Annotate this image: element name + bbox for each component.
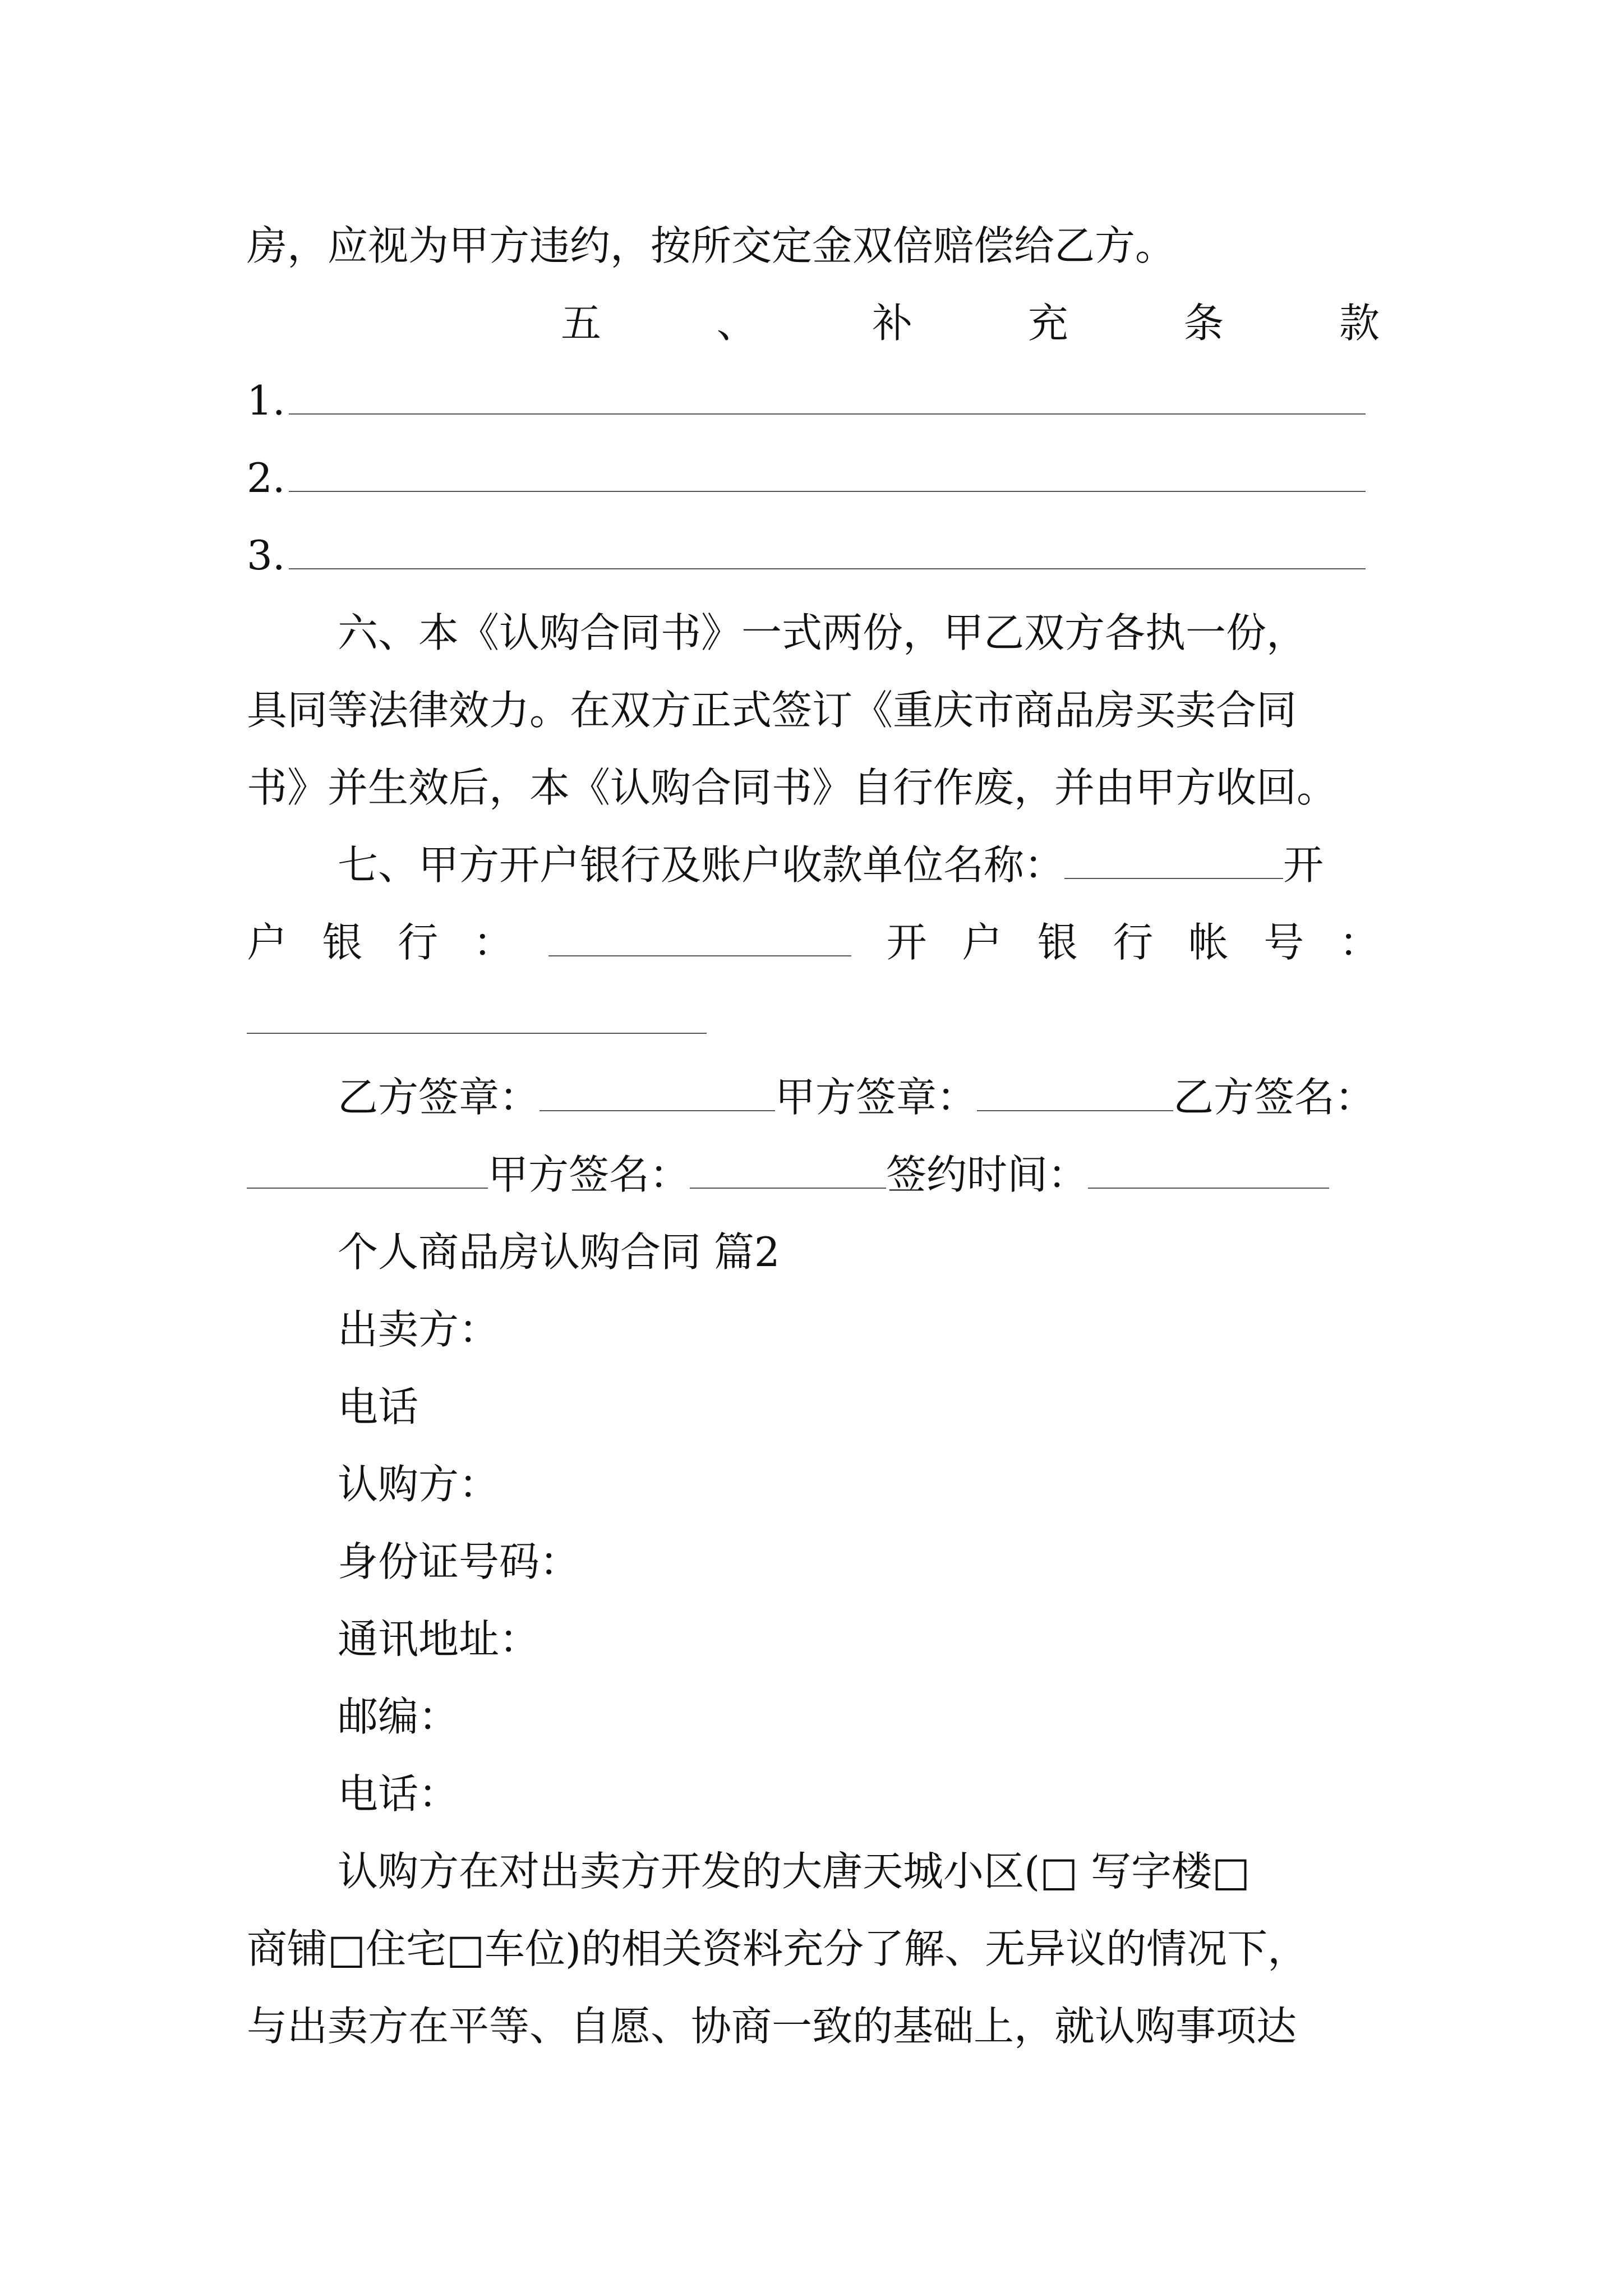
id-number-label: 身份证号码： (338, 1538, 580, 1585)
text-line: 书》并生效后，本《认购合同书》自行作废，并由甲方收回。 (247, 764, 1338, 811)
supplementary-item-1 (247, 372, 1380, 429)
text-line: 认购方在对出卖方开发的大唐天城小区(□ 写字楼□ (338, 1848, 1251, 1895)
text-line: 六、本《认购合同书》一式两份，甲乙双方各执一份， (338, 609, 1307, 656)
fill-blank[interactable] (289, 380, 1366, 415)
fill-blank[interactable] (540, 1076, 775, 1111)
text-char: 银 (322, 919, 363, 966)
bank-name-line (338, 837, 1380, 893)
section-heading-supplementary-terms (561, 295, 1380, 351)
party-a-sign-label: 甲方签名： (488, 1151, 690, 1198)
fill-blank[interactable] (247, 1154, 488, 1189)
text-char: 开 (886, 919, 927, 966)
item-number: 1. (247, 377, 285, 424)
buyer-label: 认购方： (338, 1461, 500, 1508)
party-a-seal-label: 甲方签章： (775, 1074, 978, 1121)
party-b-sign-label: 乙方签名： (1173, 1074, 1376, 1121)
bank-name-label: 七、甲方开户银行及账户收款单位名称： (338, 841, 1065, 889)
supplementary-item-2 (247, 450, 1380, 506)
supplementary-item-3 (247, 527, 1380, 583)
heading-char: 条 (1183, 300, 1224, 347)
section-title: 个人商品房认购合同 篇2 (338, 1228, 780, 1276)
item-number: 2. (247, 454, 285, 501)
text-fragment: 开 (1283, 841, 1324, 889)
party-b-seal-label: 乙方签章： (338, 1074, 540, 1121)
seller-label: 出卖方： (338, 1306, 500, 1353)
address-label: 通讯地址： (338, 1616, 540, 1663)
text-char: ： (473, 919, 514, 966)
fill-blank[interactable] (548, 922, 851, 956)
text-char: 银 (1037, 919, 1078, 966)
text-line: 与出卖方在平等、自愿、协商一致的基础上，就认购事项达 (247, 2003, 1297, 2050)
text-char: 行 (398, 919, 439, 966)
text-char: 户 (247, 919, 288, 966)
heading-char: 充 (1027, 300, 1068, 347)
fill-blank[interactable] (690, 1154, 886, 1189)
text-line: 商铺□住宅□车位)的相关资料充分了解、无异议的情况下， (247, 1925, 1308, 1972)
fill-blank[interactable] (289, 535, 1366, 569)
fill-blank[interactable] (1064, 844, 1283, 879)
fill-blank[interactable] (247, 999, 707, 1034)
heading-char: 款 (1339, 300, 1380, 347)
text-line: 具同等法律效力。在双方正式签订《重庆市商品房买卖合同 (247, 687, 1297, 734)
item-number: 3. (247, 532, 285, 579)
text-char: 行 (1113, 919, 1154, 966)
heading-char: 补 (872, 300, 913, 347)
seller-phone-label: 电话 (338, 1383, 419, 1430)
signature-line-2 (247, 1147, 1380, 1203)
postcode-label: 邮编： (338, 1693, 459, 1740)
buyer-phone-label: 电话： (338, 1770, 459, 1818)
text-char: 帐 (1188, 919, 1229, 966)
text-char: 户 (962, 919, 1003, 966)
signature-line-1 (338, 1069, 1380, 1125)
fill-blank[interactable] (977, 1076, 1173, 1111)
fill-blank[interactable] (1088, 1154, 1329, 1189)
text-char: ： (1339, 919, 1380, 966)
text-char: 号 (1264, 919, 1304, 966)
text-line: 房，应视为甲方违约，按所交定金双倍赔偿给乙方。 (247, 222, 1176, 269)
heading-char: 、 (716, 300, 757, 347)
signing-date-label: 签约时间： (886, 1151, 1089, 1198)
fill-blank[interactable] (289, 457, 1366, 492)
heading-char: 五 (561, 300, 602, 347)
account-number-blank-line (247, 992, 1380, 1048)
bank-account-line (247, 914, 1380, 970)
